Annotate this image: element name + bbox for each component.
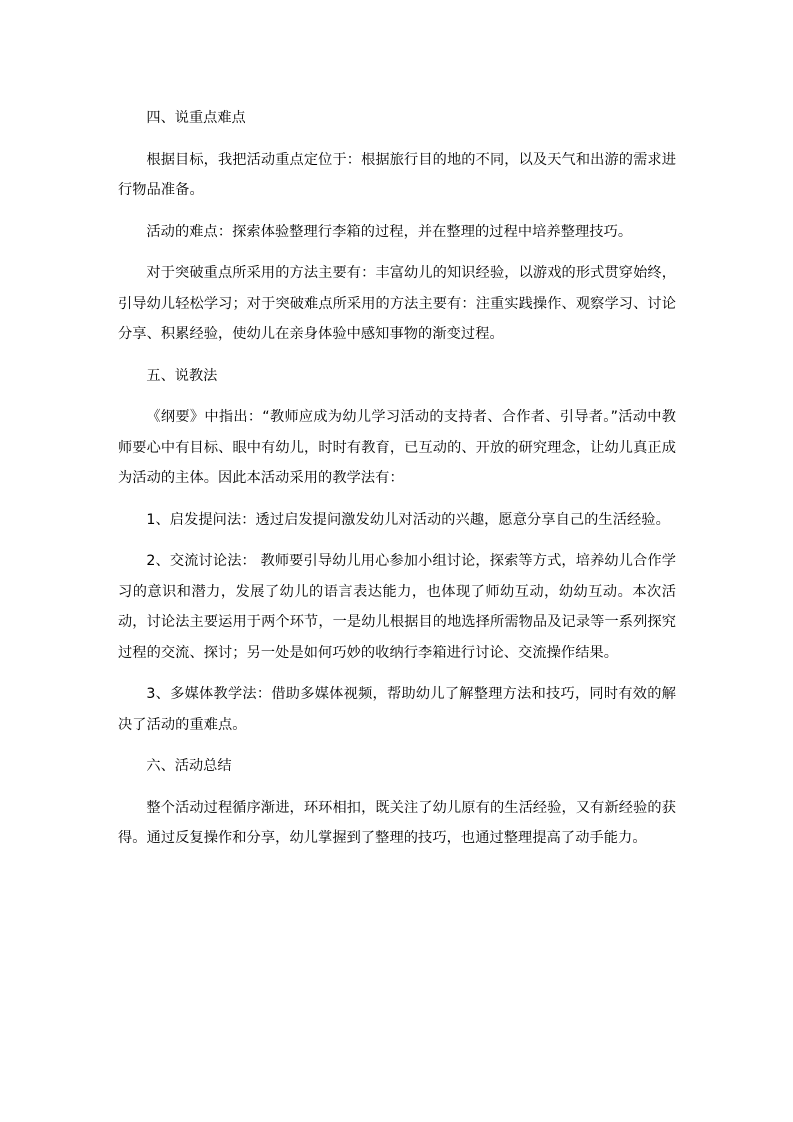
section-heading-teaching-methods: 五、说教法	[146, 367, 218, 384]
paragraph-summary: 整个活动过程循序渐进，环环相扣，既关注了幼儿原有的生活经验，又有新经验的获得。通过反复操作和分享，幼儿掌握到了整理的技巧，也通过整理提高了动手能力。	[118, 799, 676, 846]
paragraph-method-3: 3、多媒体教学法：借助多媒体视频，帮助幼儿了解整理方法和技巧，同时有效的解决了活动的重难点。	[118, 686, 676, 733]
paragraph-key-point: 根据目标，我把活动重点定位于：根据旅行目的地的不同，以及天气和出游的需求进行物品准备。	[118, 151, 676, 198]
paragraph-method-1: 1、启发提问法：透过启发提问激发幼儿对活动的兴趣，愿意分享自己的生活经验。	[146, 511, 670, 528]
section-heading-summary: 六、活动总结	[146, 758, 232, 774]
document-page	[118, 103, 676, 854]
paragraph-difficult-point: 活动的难点：探索体验整理行李箱的过程，并在整理的过程中培养整理技巧。	[146, 223, 633, 240]
paragraph-breakthrough-methods: 对于突破重点所采用的方法主要有：丰富幼儿的知识经验，以游戏的形式贯穿始终，引导幼儿轻松学习；对于突破难点所采用的方法主要有：注重实践操作、观察学习、讨论分享、积累经验，使幼儿在亲身体验中感知事物的渐变过程。	[118, 265, 676, 342]
paragraph-method-2: 2、交流讨论法： 教师要引导幼儿用心参加小组讨论，探索等方式，培养幼儿合作学习的意识和潜力，发展了幼儿的语言表达能力，也体现了师幼互动，幼幼互动。本次活动，讨论法主要运用于两个环节，一是幼儿根据目的地选择所需物品及记录等一系列探究过程的交流、探讨；另一处是如何巧妙的收纳行李箱进行讨论、交流操作结果。	[118, 553, 676, 661]
section-heading-key-difficult-points: 四、说重点难点	[146, 110, 246, 126]
paragraph-guidelines: 《纲要》中指出：“教师应成为幼儿学习活动的支持者、合作者、引导者。”活动中教师要心中有目标、眼中有幼儿，时时有教育，已互动的、开放的研究理念，让幼儿真正成为活动的主体。因此本活动采用的教学法有：	[118, 409, 676, 486]
